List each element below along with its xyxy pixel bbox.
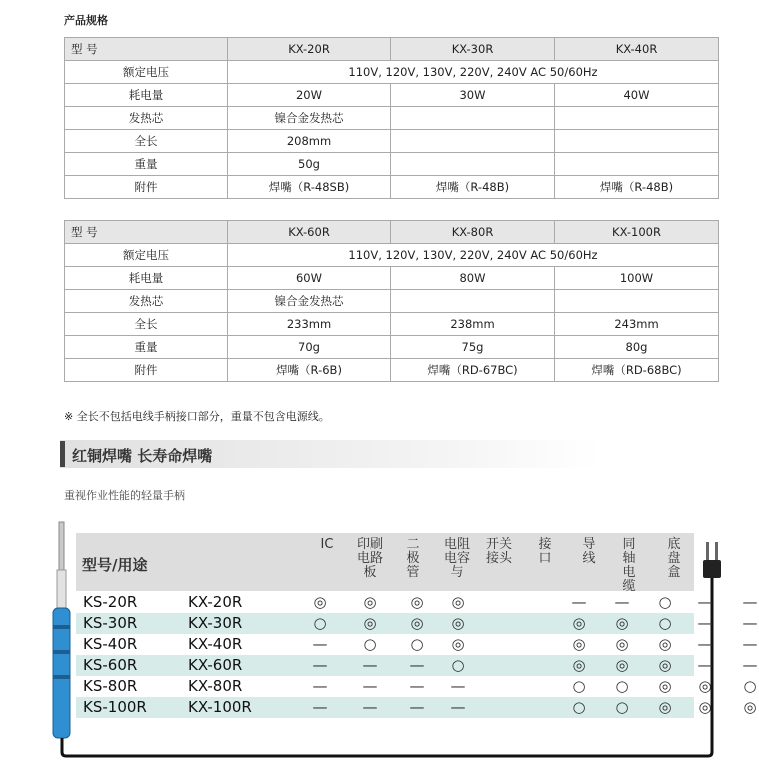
column-header: 开关接头 [485, 537, 512, 566]
usage-mark: ◎ [363, 614, 377, 632]
usage-mark: — [742, 635, 758, 653]
ks-model: KS-40R [83, 635, 138, 653]
spec-row-voltage [65, 61, 719, 84]
usage-mark: — [742, 593, 758, 611]
spec-row-weight [65, 153, 719, 176]
kx-model: KX-30R [188, 614, 243, 632]
column-header: 二极管 [406, 537, 420, 580]
power-value: 20W [228, 84, 391, 107]
usage-mark: ○ [615, 677, 629, 695]
model-name: KX-100R [555, 221, 719, 244]
spec-table-1 [64, 37, 719, 199]
spec-row-element [65, 290, 719, 313]
spec-row-accessory [65, 176, 719, 199]
column-header: 导线 [582, 537, 596, 566]
length-value: 233mm [228, 313, 391, 336]
power-value: 40W [555, 84, 719, 107]
accessory-value: 焊嘴（R-6B) [228, 359, 391, 382]
usage-mark: ○ [410, 635, 424, 653]
usage-row [76, 592, 758, 613]
usage-row [76, 676, 757, 697]
power-value: 30W [391, 84, 555, 107]
model-label: 型 号 [65, 38, 228, 61]
usage-mark: ○ [451, 656, 465, 674]
accessory-value: 焊嘴（R-48B) [555, 176, 719, 199]
ks-model: KS-30R [83, 614, 138, 632]
usage-mark: ◎ [451, 614, 465, 632]
usage-mark: ◎ [313, 593, 327, 611]
usage-mark: ○ [658, 593, 672, 611]
spec-row-power [65, 84, 719, 107]
row-label: 附件 [65, 176, 228, 199]
row-label: 发热芯 [65, 107, 228, 130]
column-header: 同轴电缆 [622, 537, 636, 594]
usage-mark: ◎ [743, 698, 757, 716]
row-label: 全长 [65, 130, 228, 153]
kx-model: KX-40R [188, 635, 243, 653]
kx-model: KX-60R [188, 656, 243, 674]
usage-mark: ◎ [572, 635, 586, 653]
accessory-value: 焊嘴（RD-68BC) [555, 359, 719, 382]
usage-mark: ○ [743, 677, 757, 695]
model-name: KX-80R [391, 221, 555, 244]
usage-mark: ◎ [615, 656, 629, 674]
usage-mark: ◎ [658, 656, 672, 674]
footnote: ※ 全长不包括电线手柄接口部分，重量不包含电源线。 [64, 410, 330, 423]
usage-mark: ◎ [572, 656, 586, 674]
usage-mark: ◎ [572, 614, 586, 632]
usage-mark: — [312, 635, 328, 653]
band-title: 红铜焊嘴 长寿命焊嘴 [72, 447, 213, 465]
band-accent-bar [60, 441, 65, 467]
model-name: KX-60R [228, 221, 391, 244]
usage-mark: ◎ [363, 593, 377, 611]
usage-row [76, 697, 757, 718]
usage-mark: ◎ [698, 698, 712, 716]
usage-mark: — [697, 593, 713, 611]
usage-header [76, 533, 694, 591]
row-label: 发热芯 [65, 290, 228, 313]
usage-mark: — [742, 656, 758, 674]
usage-mark: — [409, 698, 425, 716]
usage-mark: — [312, 698, 328, 716]
row-label: 额定电压 [65, 244, 228, 267]
weight-value: 80g [555, 336, 719, 359]
row-label: 全长 [65, 313, 228, 336]
accessory-value: 焊嘴（RD-67BC) [391, 359, 555, 382]
row-label: 附件 [65, 359, 228, 382]
spec-row-voltage [65, 244, 719, 267]
row-label: 额定电压 [65, 61, 228, 84]
usage-mark: ◎ [615, 614, 629, 632]
column-header: 接口 [538, 537, 552, 566]
usage-mark: ◎ [410, 614, 424, 632]
usage-mark: — [742, 614, 758, 632]
usage-mark: ○ [363, 635, 377, 653]
power-value: 100W [555, 267, 719, 290]
usage-mark: — [571, 593, 587, 611]
length-value: 238mm [391, 313, 555, 336]
usage-mark: — [697, 614, 713, 632]
model-label: 型 号 [65, 221, 228, 244]
usage-mark: ◎ [658, 698, 672, 716]
power-value: 60W [228, 267, 391, 290]
length-value: 243mm [555, 313, 719, 336]
usage-row [76, 655, 758, 676]
usage-mark: — [312, 677, 328, 695]
model-name: KX-40R [555, 38, 719, 61]
usage-mark: ◎ [451, 635, 465, 653]
element-value: 镍合金发热芯 [228, 107, 391, 130]
power-value: 80W [391, 267, 555, 290]
model-name: KX-20R [228, 38, 391, 61]
usage-mark: ○ [313, 614, 327, 632]
spec-table-2 [64, 220, 719, 382]
voltage-value: 110V, 120V, 130V, 220V, 240V AC 50/60Hz [228, 244, 719, 267]
plug-icon [703, 542, 721, 578]
usage-row [76, 634, 758, 655]
model-name: KX-30R [391, 38, 555, 61]
usage-mark: ◎ [615, 635, 629, 653]
row-label: 耗电量 [65, 84, 228, 107]
spec-row-accessory [65, 359, 719, 382]
usage-mark: ○ [572, 698, 586, 716]
kx-model: KX-80R [188, 677, 243, 695]
ks-model: KS-20R [83, 593, 138, 611]
usage-mark: ◎ [410, 593, 424, 611]
accessory-value: 焊嘴（R-48B) [391, 176, 555, 199]
length-value: 208mm [228, 130, 391, 153]
column-header: IC [320, 537, 334, 552]
accessory-value: 焊嘴（R-48SB) [228, 176, 391, 199]
usage-mark: ○ [658, 614, 672, 632]
usage-mark: — [450, 698, 466, 716]
usage-mark: — [362, 656, 378, 674]
usage-mark: — [362, 698, 378, 716]
usage-mark: ○ [615, 698, 629, 716]
spec-row-element [65, 107, 719, 130]
usage-mark: — [312, 656, 328, 674]
spec-header-row [65, 221, 719, 244]
column-header: 底盘盒 [667, 537, 681, 580]
usage-mark: ◎ [658, 677, 672, 695]
spec-row-length [65, 130, 719, 153]
ks-model: KS-80R [83, 677, 138, 695]
usage-mark: — [362, 677, 378, 695]
element-value: 镍合金发热芯 [228, 290, 391, 313]
usage-mark: — [614, 593, 630, 611]
row-label: 耗电量 [65, 267, 228, 290]
usage-title: 型号/用途 [82, 556, 148, 574]
spec-header-row [65, 38, 719, 61]
column-header: 电阻电容与 [443, 537, 470, 580]
ks-model: KS-100R [83, 698, 147, 716]
spec-row-weight [65, 336, 719, 359]
usage-mark: ◎ [451, 593, 465, 611]
weight-value: 50g [228, 153, 391, 176]
usage-mark: ◎ [658, 635, 672, 653]
kx-model: KX-100R [188, 698, 252, 716]
row-label: 重量 [65, 336, 228, 359]
row-label: 重量 [65, 153, 228, 176]
kx-model: KX-20R [188, 593, 243, 611]
voltage-value: 110V, 120V, 130V, 220V, 240V AC 50/60Hz [228, 61, 719, 84]
spec-row-length [65, 313, 719, 336]
spec-row-power [65, 267, 719, 290]
usage-mark: — [409, 656, 425, 674]
usage-row [76, 613, 758, 634]
ks-model: KS-60R [83, 656, 138, 674]
soldering-iron-icon [53, 522, 70, 738]
usage-mark: — [697, 656, 713, 674]
section-title: 产品规格 [64, 14, 108, 27]
usage-mark: — [697, 635, 713, 653]
weight-value: 70g [228, 336, 391, 359]
usage-mark: ○ [572, 677, 586, 695]
usage-mark: ◎ [698, 677, 712, 695]
handle-note: 重视作业性能的轻量手柄 [64, 489, 185, 502]
column-header: 印刷电路板 [356, 537, 383, 580]
weight-value: 75g [391, 336, 555, 359]
usage-mark: — [409, 677, 425, 695]
usage-mark: — [450, 677, 466, 695]
